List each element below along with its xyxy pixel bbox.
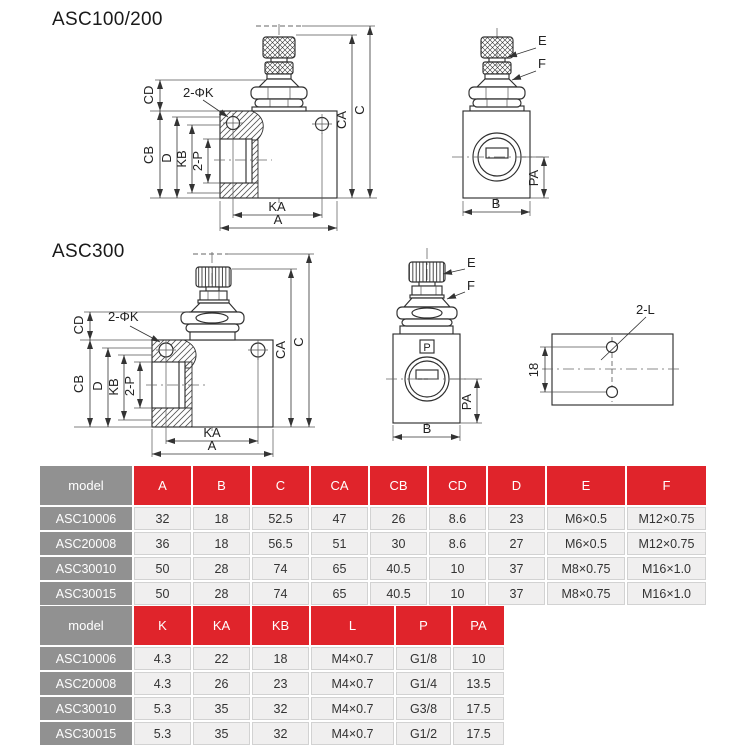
value-cell: G3/8 bbox=[396, 697, 451, 720]
value-cell: M6×0.5 bbox=[547, 507, 625, 530]
dim-header-cell: P bbox=[396, 606, 451, 645]
value-cell: 35 bbox=[193, 722, 250, 745]
asc300-front-view bbox=[71, 252, 315, 457]
table-row bbox=[40, 722, 504, 745]
value-cell: 28 bbox=[193, 557, 250, 580]
value-cell: M4×0.7 bbox=[311, 722, 394, 745]
value-cell: 35 bbox=[193, 697, 250, 720]
dim-header-cell: F bbox=[627, 466, 706, 505]
dim-header-cell: B bbox=[193, 466, 250, 505]
dim-label-ka: KA bbox=[268, 199, 286, 214]
model-header-cell: model bbox=[40, 466, 132, 505]
value-cell: 5.3 bbox=[134, 722, 191, 745]
value-cell: M12×0.75 bbox=[627, 507, 706, 530]
value-cell: 40.5 bbox=[370, 582, 427, 605]
dim-label-2phik: 2-ΦK bbox=[183, 85, 214, 100]
value-cell: M6×0.5 bbox=[547, 532, 625, 555]
table-row bbox=[40, 697, 504, 720]
value-cell: 17.5 bbox=[453, 697, 504, 720]
value-cell: 65 bbox=[311, 557, 368, 580]
callout-label-f: F bbox=[467, 278, 475, 293]
value-cell: 27 bbox=[488, 532, 545, 555]
value-cell: 52.5 bbox=[252, 507, 309, 530]
dim-label-2p: 2-P bbox=[122, 375, 137, 397]
dim-header-cell: CD bbox=[429, 466, 486, 505]
value-cell: G1/8 bbox=[396, 647, 451, 670]
value-cell: M16×1.0 bbox=[627, 557, 706, 580]
table-row bbox=[40, 647, 504, 670]
value-cell: M4×0.7 bbox=[311, 647, 394, 670]
dim-header-cell: L bbox=[311, 606, 394, 645]
value-cell: 32 bbox=[252, 697, 309, 720]
dim-header-cell: E bbox=[547, 466, 625, 505]
adjust-knob bbox=[263, 37, 295, 58]
section-title-asc100-200: ASC100/200 bbox=[52, 9, 163, 30]
asc300-side-view bbox=[386, 248, 482, 441]
value-cell: 5.3 bbox=[134, 697, 191, 720]
header-row bbox=[40, 466, 706, 505]
lock-nut bbox=[181, 312, 244, 324]
callout-label-e: E bbox=[538, 33, 547, 48]
lock-nut bbox=[251, 87, 307, 99]
dim-label-2p: 2-P bbox=[190, 150, 205, 172]
table-row bbox=[40, 532, 706, 555]
dim-header-cell: C bbox=[252, 466, 309, 505]
model-header-cell: model bbox=[40, 606, 132, 645]
value-cell: 4.3 bbox=[134, 647, 191, 670]
dimension-table-1 bbox=[38, 464, 708, 607]
dim-header-cell: D bbox=[488, 466, 545, 505]
lock-nut bbox=[397, 307, 457, 319]
dim-label-c: C bbox=[352, 105, 367, 115]
value-cell: 30 bbox=[370, 532, 427, 555]
port-bore bbox=[220, 139, 252, 183]
value-cell: 51 bbox=[311, 532, 368, 555]
dim-label-a: A bbox=[207, 438, 217, 453]
value-cell: 36 bbox=[134, 532, 191, 555]
dim-header-cell: CA bbox=[311, 466, 368, 505]
value-cell: M12×0.75 bbox=[627, 532, 706, 555]
value-cell: 47 bbox=[311, 507, 368, 530]
dim-label-cb: CB bbox=[141, 145, 156, 165]
dim-label-pa: PA bbox=[526, 169, 541, 187]
table-row bbox=[40, 582, 706, 605]
dim-label-d: D bbox=[159, 153, 174, 163]
value-cell: 17.5 bbox=[453, 722, 504, 745]
mounting-hole bbox=[607, 342, 618, 353]
dim-label-cd: CD bbox=[71, 315, 86, 335]
value-cell: 18 bbox=[252, 647, 309, 670]
model-cell: ASC20008 bbox=[40, 532, 132, 555]
dim-label-2phik: 2-ΦK bbox=[108, 309, 139, 324]
dim-header-cell: A bbox=[134, 466, 191, 505]
asc300-top-view bbox=[526, 302, 683, 405]
dim-label-a: A bbox=[273, 212, 283, 227]
value-cell: 8.6 bbox=[429, 507, 486, 530]
value-cell: 18 bbox=[193, 532, 250, 555]
header-row bbox=[40, 606, 504, 645]
value-cell: M8×0.75 bbox=[547, 582, 625, 605]
value-cell: 18 bbox=[193, 507, 250, 530]
model-cell: ASC30010 bbox=[40, 557, 132, 580]
dim-label-d: D bbox=[90, 381, 105, 391]
value-cell: 65 bbox=[311, 582, 368, 605]
value-cell: 50 bbox=[134, 557, 191, 580]
model-cell: ASC20008 bbox=[40, 672, 132, 695]
value-cell: 4.3 bbox=[134, 672, 191, 695]
lock-nut bbox=[469, 87, 525, 99]
value-cell: 10 bbox=[429, 582, 486, 605]
dim-label-ca: CA bbox=[334, 110, 349, 130]
value-cell: 22 bbox=[193, 647, 250, 670]
value-cell: 8.6 bbox=[429, 532, 486, 555]
value-cell: 32 bbox=[252, 722, 309, 745]
value-cell: 32 bbox=[134, 507, 191, 530]
dim-label-18: 18 bbox=[526, 362, 541, 378]
value-cell: 50 bbox=[134, 582, 191, 605]
value-cell: 56.5 bbox=[252, 532, 309, 555]
dim-label-kb: KB bbox=[174, 150, 189, 168]
dim-header-cell: CB bbox=[370, 466, 427, 505]
value-cell: G1/2 bbox=[396, 722, 451, 745]
table1 bbox=[38, 464, 708, 607]
model-cell: ASC30010 bbox=[40, 697, 132, 720]
table-row bbox=[40, 507, 706, 530]
model-cell: ASC30015 bbox=[40, 582, 132, 605]
value-cell: 37 bbox=[488, 557, 545, 580]
dim-label-kb: KB bbox=[106, 378, 121, 396]
dim-header-cell: KB bbox=[252, 606, 309, 645]
dim-label-ca: CA bbox=[273, 340, 288, 360]
dim-label-ka: KA bbox=[203, 425, 221, 440]
value-cell: 74 bbox=[252, 557, 309, 580]
value-cell: 26 bbox=[193, 672, 250, 695]
value-cell: 28 bbox=[193, 582, 250, 605]
dimension-table-2 bbox=[38, 604, 506, 747]
section-title-asc300: ASC300 bbox=[52, 241, 125, 262]
value-cell: 26 bbox=[370, 507, 427, 530]
dim-label-cb: CB bbox=[71, 374, 86, 394]
dim-label-c: C bbox=[291, 337, 306, 347]
value-cell: 10 bbox=[429, 557, 486, 580]
adjust-knob bbox=[196, 267, 231, 287]
dim-label-cd: CD bbox=[141, 85, 156, 105]
value-cell: 23 bbox=[252, 672, 309, 695]
value-cell: 37 bbox=[488, 582, 545, 605]
value-cell: 10 bbox=[453, 647, 504, 670]
port-mark-p: P bbox=[423, 342, 431, 354]
dim-header-cell: PA bbox=[453, 606, 504, 645]
dim-label-2l: 2-L bbox=[636, 302, 655, 317]
value-cell: 23 bbox=[488, 507, 545, 530]
dim-label-b: B bbox=[491, 196, 501, 211]
asc100-front-view bbox=[141, 24, 377, 231]
value-cell: M16×1.0 bbox=[627, 582, 706, 605]
value-cell: M4×0.7 bbox=[311, 697, 394, 720]
dim-header-cell: KA bbox=[193, 606, 250, 645]
asc100-side-view bbox=[452, 28, 549, 216]
callout-label-f: F bbox=[538, 56, 546, 71]
table-row bbox=[40, 557, 706, 580]
adjust-knob bbox=[481, 37, 513, 58]
mounting-hole bbox=[607, 387, 618, 398]
adjust-knob bbox=[409, 262, 445, 282]
model-cell: ASC10006 bbox=[40, 647, 132, 670]
value-cell: M8×0.75 bbox=[547, 557, 625, 580]
callout-label-e: E bbox=[467, 255, 476, 270]
value-cell: 40.5 bbox=[370, 557, 427, 580]
value-cell: 13.5 bbox=[453, 672, 504, 695]
dim-label-pa: PA bbox=[459, 393, 474, 411]
table2 bbox=[38, 604, 506, 747]
dim-label-b: B bbox=[422, 421, 432, 436]
value-cell: 74 bbox=[252, 582, 309, 605]
value-cell: M4×0.7 bbox=[311, 672, 394, 695]
table-row bbox=[40, 672, 504, 695]
value-cell: G1/4 bbox=[396, 672, 451, 695]
dim-header-cell: K bbox=[134, 606, 191, 645]
model-cell: ASC10006 bbox=[40, 507, 132, 530]
model-cell: ASC30015 bbox=[40, 722, 132, 745]
